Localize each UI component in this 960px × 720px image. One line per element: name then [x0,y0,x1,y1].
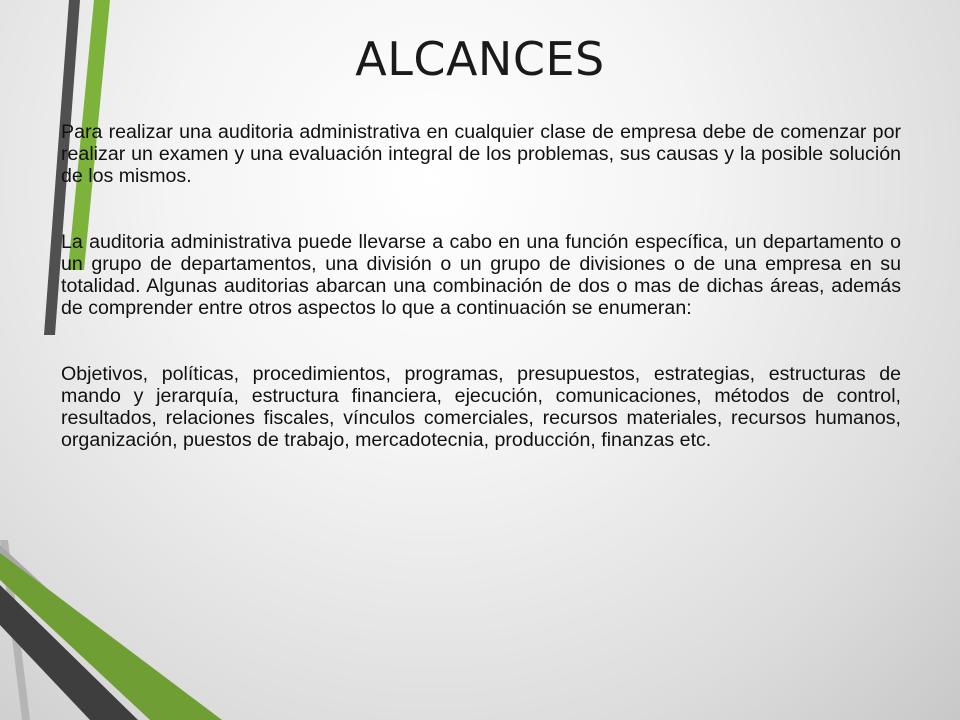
slide-title: ALCANCES [355,32,605,86]
paragraph-intro: Para realizar una auditoria administrativa en cualquier clase de empresa debe de comenzar por realizar un examen y una evaluación integral de los problemas, sus causas y la posible solución de los mismos. [61,121,901,187]
slide-body [61,121,901,451]
paragraph-scope: La auditoria administrativa puede llevarse a cabo en una función específica, un departamento o un grupo de departamentos, una división o un grupo de divisiones o de una empresa en su totalidad. Algunas auditorias abarcan una combinación de dos o mas de dichas áreas, además de comprender entre otros aspectos lo que a continuación se enumeran: [61,231,901,319]
paragraph-aspects: Objetivos, políticas, procedimientos, programas, presupuestos, estrategias, estructuras de mando y jerarquía, estructura financiera, ejecución, comunicaciones, métodos de control, resultados, relaciones fiscales, vínculos comerciales, recursos materiales, recursos humanos, organización, puestos de trabajo, mercadotecnia, producción, finanzas etc. [61,363,901,451]
